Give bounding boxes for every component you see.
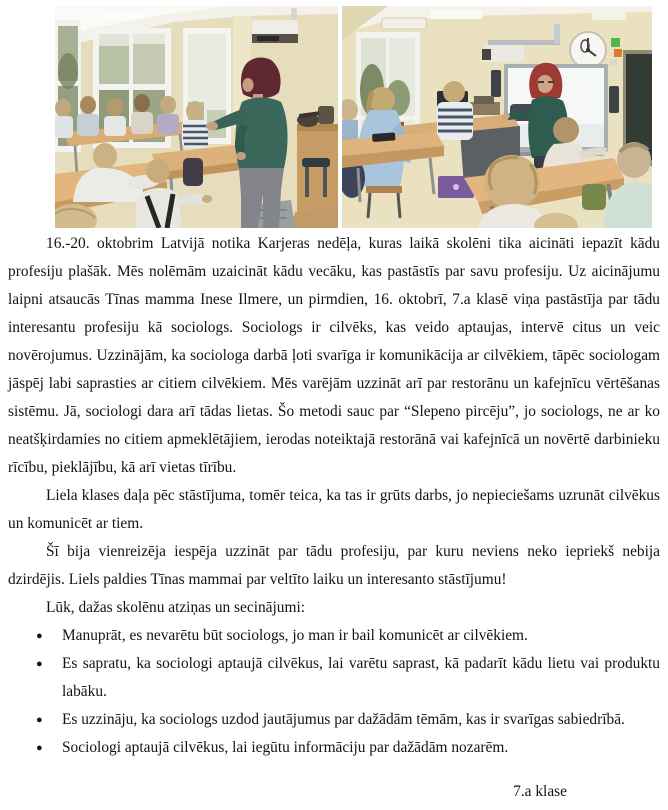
speaker-left (491, 70, 501, 97)
paragraph-class-reaction: Liela klases daļa pēc stāstījuma, tomēr teica, ka tas ir grūts darbs, jo nepieciešams uzrunāt cilvēkus un komunicēt ar tiem. (8, 487, 660, 532)
green-bag (582, 184, 606, 210)
list-intro: Lūk, dažas skolēnu atziņas un secinājumi: (46, 599, 306, 616)
bullet-icon: ● (36, 658, 43, 670)
list-item-text: Es uzzināju, ka sociologs uzdod jautājumus par dažādām tēmām, kas ir svarīgas sabiedrībā. (62, 711, 625, 728)
list-item (8, 622, 660, 650)
conclusions-list (8, 622, 660, 762)
list-item-text: Es sapratu, ka sociologi aptaujā cilvēkus, lai varētu saprast, kā padarīt kādu lietu vai produktu labāku. (62, 655, 660, 700)
signature: 7.a klase (513, 783, 567, 800)
classroom-photo-right (342, 6, 652, 228)
list-item-text: Manuprāt, es nevarētu būt sociologs, jo man ir bail komunicēt ar cilvēkiem. (62, 627, 528, 644)
speaker-right (609, 86, 619, 113)
bullet-icon: ● (36, 742, 43, 754)
list-item (8, 706, 660, 734)
article-body (8, 230, 660, 806)
list-item-text: Sociologi aptaujā cilvēkus, lai iegūtu informāciju par dažādām nozarēm. (62, 739, 509, 756)
wall-clock (570, 32, 606, 68)
photo-row (55, 6, 652, 228)
list-item (8, 734, 660, 762)
paragraph-career-week: 16.-20. oktobrim Latvijā notika Karjeras nedēļa, kuras laikā skolēni tika aicināti iepazīt kādu profesiju plašāk. Mēs nolēmām uzaicināt kādu vecāku, kas pastāstīs par savu profesiju. Uz aicinājumu laipni atsaucās Tīnas mamma Inese Ilmere, un pirmdien, 16. oktobrī, 7.a klasē viņa pastāstīja par tādu interesantu profesiju kā sociologs. Sociologs ir cilvēks, kas veido aptaujas, intervē citus un veic novērojumus. Uzzinājām, ka sociologa darbā ļoti svarīga ir komunikācija ar cilvēkiem, tāpēc sociologam jāspēj labi saprasties ar citiem cilvēkiem. Mēs varējām uzzināt arī par restorānu un kafejnīcu vērtēšanas sistēmu. Jā, sociologi dara arī tādas lietas. Šo metodi sauc par “Slepeno pircēju”, jo sociologs, ne ar ko neatšķirdamies no citiem apmeklētājiem, ierodas noteiktajā restorānā vai kafejnīcā un novērtē darbinieku rīcību, pieklājību, kā arī vietas tīrību. (8, 235, 660, 476)
list-item (8, 650, 660, 706)
bullet-icon: ● (36, 714, 43, 726)
bullet-icon: ● (36, 630, 43, 642)
wall-vent (382, 18, 426, 29)
classroom-photo-left (55, 6, 338, 228)
paragraph-thanks: Šī bija vienreizēja iespēja uzzināt par tādu profesiju, par kuru neviens neko iepriekš nebija dzirdējis. Liels paldies Tīnas mammai par veltīto laiku un interesanto stāstījumu! (8, 543, 660, 588)
